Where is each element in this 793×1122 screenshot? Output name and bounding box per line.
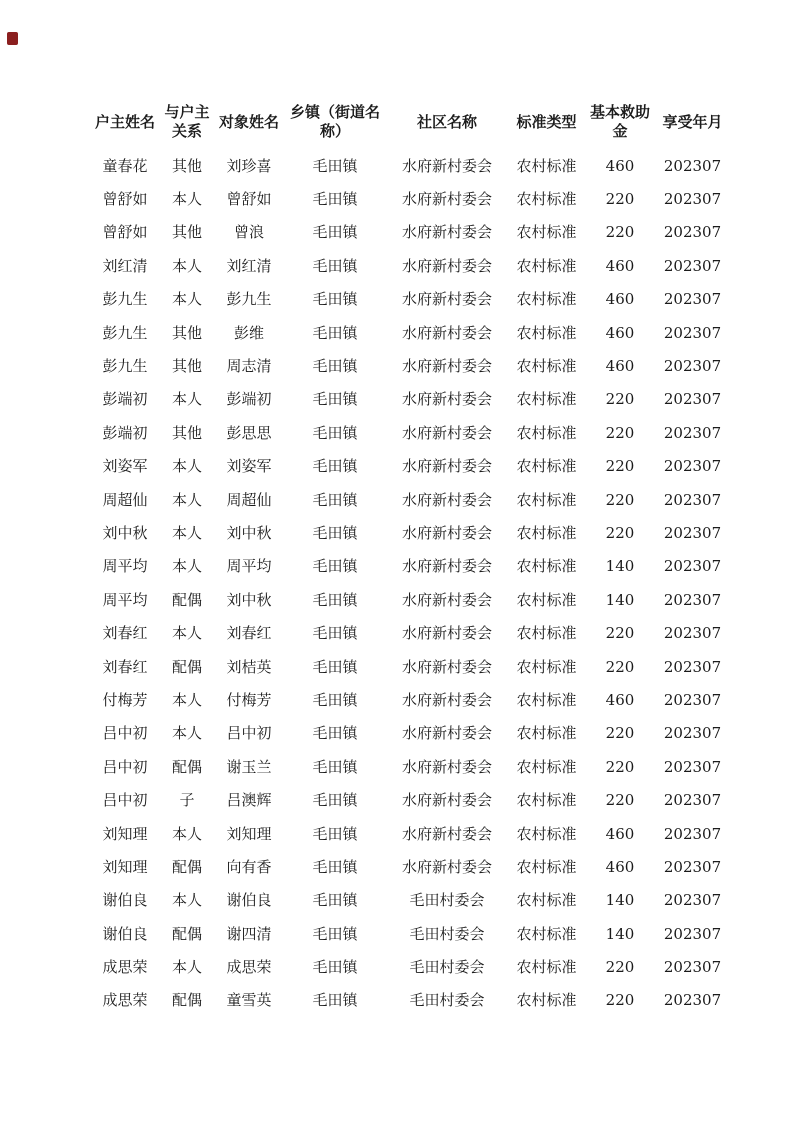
column-header-benefit-year-month: 享受年月	[662, 112, 723, 131]
table-cell: 吕中初	[226, 724, 272, 743]
table-cell: 农村标准	[516, 156, 577, 175]
table-cell: 毛田镇	[312, 657, 358, 676]
table-cell: 220	[605, 223, 635, 242]
table-cell: 农村标准	[516, 791, 577, 810]
table-cell: 配偶	[171, 757, 202, 776]
table-cell: 毛田镇	[312, 490, 358, 509]
table-cell: 刘知理	[102, 857, 148, 876]
table-cell: 水府新村委会	[401, 223, 492, 242]
table-row	[90, 383, 730, 416]
table-row	[90, 917, 730, 950]
table-cell: 水府新村委会	[401, 523, 492, 542]
table-cell: 吕澳辉	[226, 791, 272, 810]
column-header-community-name: 社区名称	[416, 112, 477, 131]
table-cell: 周平均	[102, 590, 148, 609]
table-cell: 周平均	[102, 557, 148, 576]
table-cell: 曾舒如	[102, 223, 148, 242]
table-cell: 202307	[663, 290, 722, 309]
table-cell: 220	[605, 724, 635, 743]
table-cell: 毛田镇	[312, 323, 358, 342]
table-cell: 配偶	[171, 590, 202, 609]
table-cell: 农村标准	[516, 991, 577, 1010]
table-cell: 202307	[663, 991, 722, 1010]
table-cell: 毛田镇	[312, 857, 358, 876]
table-cell: 付梅芳	[102, 690, 148, 709]
table-cell: 水府新村委会	[401, 824, 492, 843]
table-cell: 刘中秋	[226, 523, 272, 542]
table-cell: 毛田镇	[312, 557, 358, 576]
table-cell: 谢伯良	[226, 891, 272, 910]
table-row	[90, 483, 730, 516]
table-cell: 水府新村委会	[401, 390, 492, 409]
table-cell: 周超仙	[102, 490, 148, 509]
table-cell: 202307	[663, 757, 722, 776]
table-cell: 童雪英	[226, 991, 272, 1010]
table-cell: 本人	[171, 824, 202, 843]
table-cell: 曾舒如	[102, 190, 148, 209]
assistance-table	[90, 95, 730, 1017]
table-cell: 农村标准	[516, 724, 577, 743]
table-cell: 刘红清	[102, 256, 148, 275]
table-cell: 彭九生	[102, 357, 148, 376]
table-cell: 水府新村委会	[401, 256, 492, 275]
table-row	[90, 450, 730, 483]
table-cell: 水府新村委会	[401, 357, 492, 376]
table-cell: 农村标准	[516, 323, 577, 342]
table-cell: 本人	[171, 557, 202, 576]
table-cell: 刘中秋	[226, 590, 272, 609]
table-cell: 刘知理	[226, 824, 272, 843]
table-cell: 140	[605, 590, 635, 609]
table-row	[90, 149, 730, 182]
table-cell: 本人	[171, 891, 202, 910]
table-cell: 毛田镇	[312, 390, 358, 409]
table-cell: 460	[605, 690, 635, 709]
table-cell: 460	[605, 256, 635, 275]
table-cell: 农村标准	[516, 423, 577, 442]
table-cell: 农村标准	[516, 557, 577, 576]
table-cell: 220	[605, 423, 635, 442]
table-row	[90, 516, 730, 549]
table-cell: 水府新村委会	[401, 323, 492, 342]
table-cell: 毛田镇	[312, 724, 358, 743]
column-header-subject-name: 对象姓名	[218, 112, 279, 131]
table-cell: 毛田村委会	[409, 991, 485, 1010]
table-cell: 刘红清	[226, 256, 272, 275]
table-cell: 本人	[171, 390, 202, 409]
table-cell: 农村标准	[516, 857, 577, 876]
table-cell: 刘珍喜	[226, 156, 272, 175]
record-indicator-dot	[7, 32, 18, 45]
table-cell: 140	[605, 924, 635, 943]
table-cell: 其他	[171, 423, 202, 442]
table-cell: 童春花	[102, 156, 148, 175]
table-cell: 水府新村委会	[401, 557, 492, 576]
table-cell: 水府新村委会	[401, 690, 492, 709]
table-cell: 吕中初	[102, 724, 148, 743]
table-row	[90, 950, 730, 983]
table-cell: 毛田镇	[312, 757, 358, 776]
table-cell: 水府新村委会	[401, 624, 492, 643]
table-cell: 向有香	[226, 857, 272, 876]
table-cell: 水府新村委会	[401, 757, 492, 776]
table-cell: 周志清	[226, 357, 272, 376]
table-cell: 毛田镇	[312, 457, 358, 476]
table-cell: 140	[605, 891, 635, 910]
table-cell: 202307	[663, 791, 722, 810]
table-cell: 202307	[663, 891, 722, 910]
table-cell: 202307	[663, 390, 722, 409]
table-cell: 460	[605, 290, 635, 309]
table-row	[90, 416, 730, 449]
table-cell: 刘知理	[102, 824, 148, 843]
table-cell: 刘姿军	[226, 457, 272, 476]
table-cell: 农村标准	[516, 657, 577, 676]
table-cell: 202307	[663, 223, 722, 242]
table-cell: 202307	[663, 924, 722, 943]
column-header-relationship-to-head: 与户主关系	[164, 103, 210, 140]
table-cell: 农村标准	[516, 190, 577, 209]
table-row	[90, 717, 730, 750]
table-cell: 毛田镇	[312, 824, 358, 843]
table-cell: 本人	[171, 490, 202, 509]
table-cell: 吕中初	[102, 791, 148, 810]
table-row	[90, 349, 730, 382]
table-cell: 吕中初	[102, 757, 148, 776]
table-cell: 220	[605, 791, 635, 810]
table-cell: 毛田镇	[312, 991, 358, 1010]
table-cell: 彭端初	[102, 390, 148, 409]
table-cell: 本人	[171, 290, 202, 309]
table-cell: 220	[605, 624, 635, 643]
table-row	[90, 249, 730, 282]
table-cell: 成思荣	[226, 958, 272, 977]
table-cell: 202307	[663, 724, 722, 743]
table-cell: 202307	[663, 958, 722, 977]
table-cell: 曾舒如	[226, 190, 272, 209]
table-cell: 毛田镇	[312, 523, 358, 542]
table-cell: 本人	[171, 624, 202, 643]
table-cell: 农村标准	[516, 523, 577, 542]
table-cell: 202307	[663, 323, 722, 342]
table-row	[90, 683, 730, 716]
table-cell: 农村标准	[516, 958, 577, 977]
table-cell: 毛田村委会	[409, 924, 485, 943]
table-cell: 毛田镇	[312, 156, 358, 175]
table-body	[90, 149, 730, 1017]
table-cell: 毛田村委会	[409, 958, 485, 977]
table-cell: 毛田镇	[312, 290, 358, 309]
table-cell: 配偶	[171, 857, 202, 876]
table-cell: 其他	[171, 357, 202, 376]
table-cell: 202307	[663, 256, 722, 275]
table-row	[90, 850, 730, 883]
table-cell: 谢四清	[226, 924, 272, 943]
table-cell: 水府新村委会	[401, 791, 492, 810]
table-cell: 彭端初	[226, 390, 272, 409]
table-cell: 460	[605, 323, 635, 342]
table-cell: 毛田镇	[312, 924, 358, 943]
table-cell: 220	[605, 490, 635, 509]
table-cell: 刘春红	[102, 657, 148, 676]
table-row	[90, 817, 730, 850]
table-row	[90, 783, 730, 816]
table-cell: 谢伯良	[102, 891, 148, 910]
table-cell: 农村标准	[516, 757, 577, 776]
table-cell: 毛田镇	[312, 690, 358, 709]
table-row	[90, 616, 730, 649]
table-cell: 220	[605, 991, 635, 1010]
table-cell: 460	[605, 357, 635, 376]
table-cell: 农村标准	[516, 624, 577, 643]
table-row	[90, 216, 730, 249]
table-cell: 毛田村委会	[409, 891, 485, 910]
table-cell: 水府新村委会	[401, 423, 492, 442]
table-cell: 刘姿军	[102, 457, 148, 476]
table-cell: 水府新村委会	[401, 457, 492, 476]
table-cell: 彭思思	[226, 423, 272, 442]
table-cell: 子	[179, 791, 195, 810]
table-row	[90, 316, 730, 349]
table-cell: 202307	[663, 857, 722, 876]
table-row	[90, 884, 730, 917]
table-cell: 毛田镇	[312, 423, 358, 442]
column-header-household-head-name: 户主姓名	[94, 112, 155, 131]
table-cell: 202307	[663, 523, 722, 542]
table-row	[90, 984, 730, 1017]
table-cell: 农村标准	[516, 590, 577, 609]
table-cell: 460	[605, 824, 635, 843]
table-cell: 毛田镇	[312, 256, 358, 275]
table-cell: 140	[605, 557, 635, 576]
table-cell: 农村标准	[516, 290, 577, 309]
table-cell: 毛田镇	[312, 590, 358, 609]
table-cell: 水府新村委会	[401, 590, 492, 609]
table-cell: 农村标准	[516, 223, 577, 242]
table-cell: 202307	[663, 490, 722, 509]
table-cell: 农村标准	[516, 390, 577, 409]
table-cell: 本人	[171, 690, 202, 709]
table-cell: 谢玉兰	[226, 757, 272, 776]
table-cell: 水府新村委会	[401, 156, 492, 175]
table-cell: 农村标准	[516, 891, 577, 910]
table-cell: 202307	[663, 557, 722, 576]
table-cell: 其他	[171, 323, 202, 342]
table-cell: 水府新村委会	[401, 857, 492, 876]
table-header-row	[90, 95, 730, 149]
table-row	[90, 650, 730, 683]
table-cell: 刘春红	[102, 624, 148, 643]
table-cell: 220	[605, 523, 635, 542]
table-cell: 毛田镇	[312, 891, 358, 910]
table-cell: 彭九生	[226, 290, 272, 309]
table-cell: 202307	[663, 423, 722, 442]
table-cell: 水府新村委会	[401, 657, 492, 676]
table-cell: 配偶	[171, 924, 202, 943]
table-cell: 毛田镇	[312, 223, 358, 242]
table-cell: 农村标准	[516, 690, 577, 709]
table-cell: 配偶	[171, 991, 202, 1010]
table-row	[90, 283, 730, 316]
table-cell: 本人	[171, 523, 202, 542]
table-cell: 202307	[663, 824, 722, 843]
table-cell: 其他	[171, 156, 202, 175]
table-cell: 202307	[663, 690, 722, 709]
table-cell: 水府新村委会	[401, 724, 492, 743]
table-cell: 本人	[171, 958, 202, 977]
table-cell: 水府新村委会	[401, 490, 492, 509]
table-cell: 460	[605, 857, 635, 876]
table-cell: 220	[605, 657, 635, 676]
table-cell: 农村标准	[516, 357, 577, 376]
table-cell: 彭维	[233, 323, 264, 342]
table-cell: 农村标准	[516, 256, 577, 275]
table-cell: 农村标准	[516, 924, 577, 943]
table-cell: 202307	[663, 190, 722, 209]
table-header	[90, 95, 730, 149]
table-cell: 220	[605, 390, 635, 409]
table-cell: 本人	[171, 256, 202, 275]
table-cell: 220	[605, 457, 635, 476]
table-cell: 220	[605, 190, 635, 209]
table-cell: 彭端初	[102, 423, 148, 442]
table-row	[90, 583, 730, 616]
table-cell: 农村标准	[516, 457, 577, 476]
table-cell: 周平均	[226, 557, 272, 576]
table-cell: 成思荣	[102, 991, 148, 1010]
table-cell: 毛田镇	[312, 190, 358, 209]
table-cell: 配偶	[171, 657, 202, 676]
column-header-basic-assistance-amount: 基本救助金	[589, 103, 650, 140]
table-cell: 成思荣	[102, 958, 148, 977]
table-cell: 周超仙	[226, 490, 272, 509]
table-row	[90, 550, 730, 583]
table-cell: 220	[605, 757, 635, 776]
column-header-standard-type: 标准类型	[516, 112, 577, 131]
table-cell: 本人	[171, 724, 202, 743]
table-cell: 水府新村委会	[401, 190, 492, 209]
table-cell: 其他	[171, 223, 202, 242]
table-row	[90, 182, 730, 215]
table-cell: 本人	[171, 190, 202, 209]
table-cell: 本人	[171, 457, 202, 476]
table-cell: 202307	[663, 156, 722, 175]
column-header-township-street-name: 乡镇（街道名称）	[289, 103, 380, 140]
table-cell: 毛田镇	[312, 791, 358, 810]
table-cell: 谢伯良	[102, 924, 148, 943]
table-cell: 202307	[663, 590, 722, 609]
table-cell: 202307	[663, 657, 722, 676]
table-cell: 彭九生	[102, 323, 148, 342]
table-row	[90, 750, 730, 783]
table-cell: 460	[605, 156, 635, 175]
table-cell: 农村标准	[516, 824, 577, 843]
table-cell: 202307	[663, 357, 722, 376]
table-cell: 刘桔英	[226, 657, 272, 676]
table-cell: 毛田镇	[312, 958, 358, 977]
table-cell: 毛田镇	[312, 624, 358, 643]
table-cell: 毛田镇	[312, 357, 358, 376]
table-cell: 彭九生	[102, 290, 148, 309]
table-cell: 付梅芳	[226, 690, 272, 709]
table-cell: 220	[605, 958, 635, 977]
table-cell: 水府新村委会	[401, 290, 492, 309]
table-cell: 202307	[663, 457, 722, 476]
table-cell: 刘春红	[226, 624, 272, 643]
table-cell: 202307	[663, 624, 722, 643]
table-cell: 刘中秋	[102, 523, 148, 542]
table-cell: 农村标准	[516, 490, 577, 509]
table-cell: 曾浪	[233, 223, 264, 242]
